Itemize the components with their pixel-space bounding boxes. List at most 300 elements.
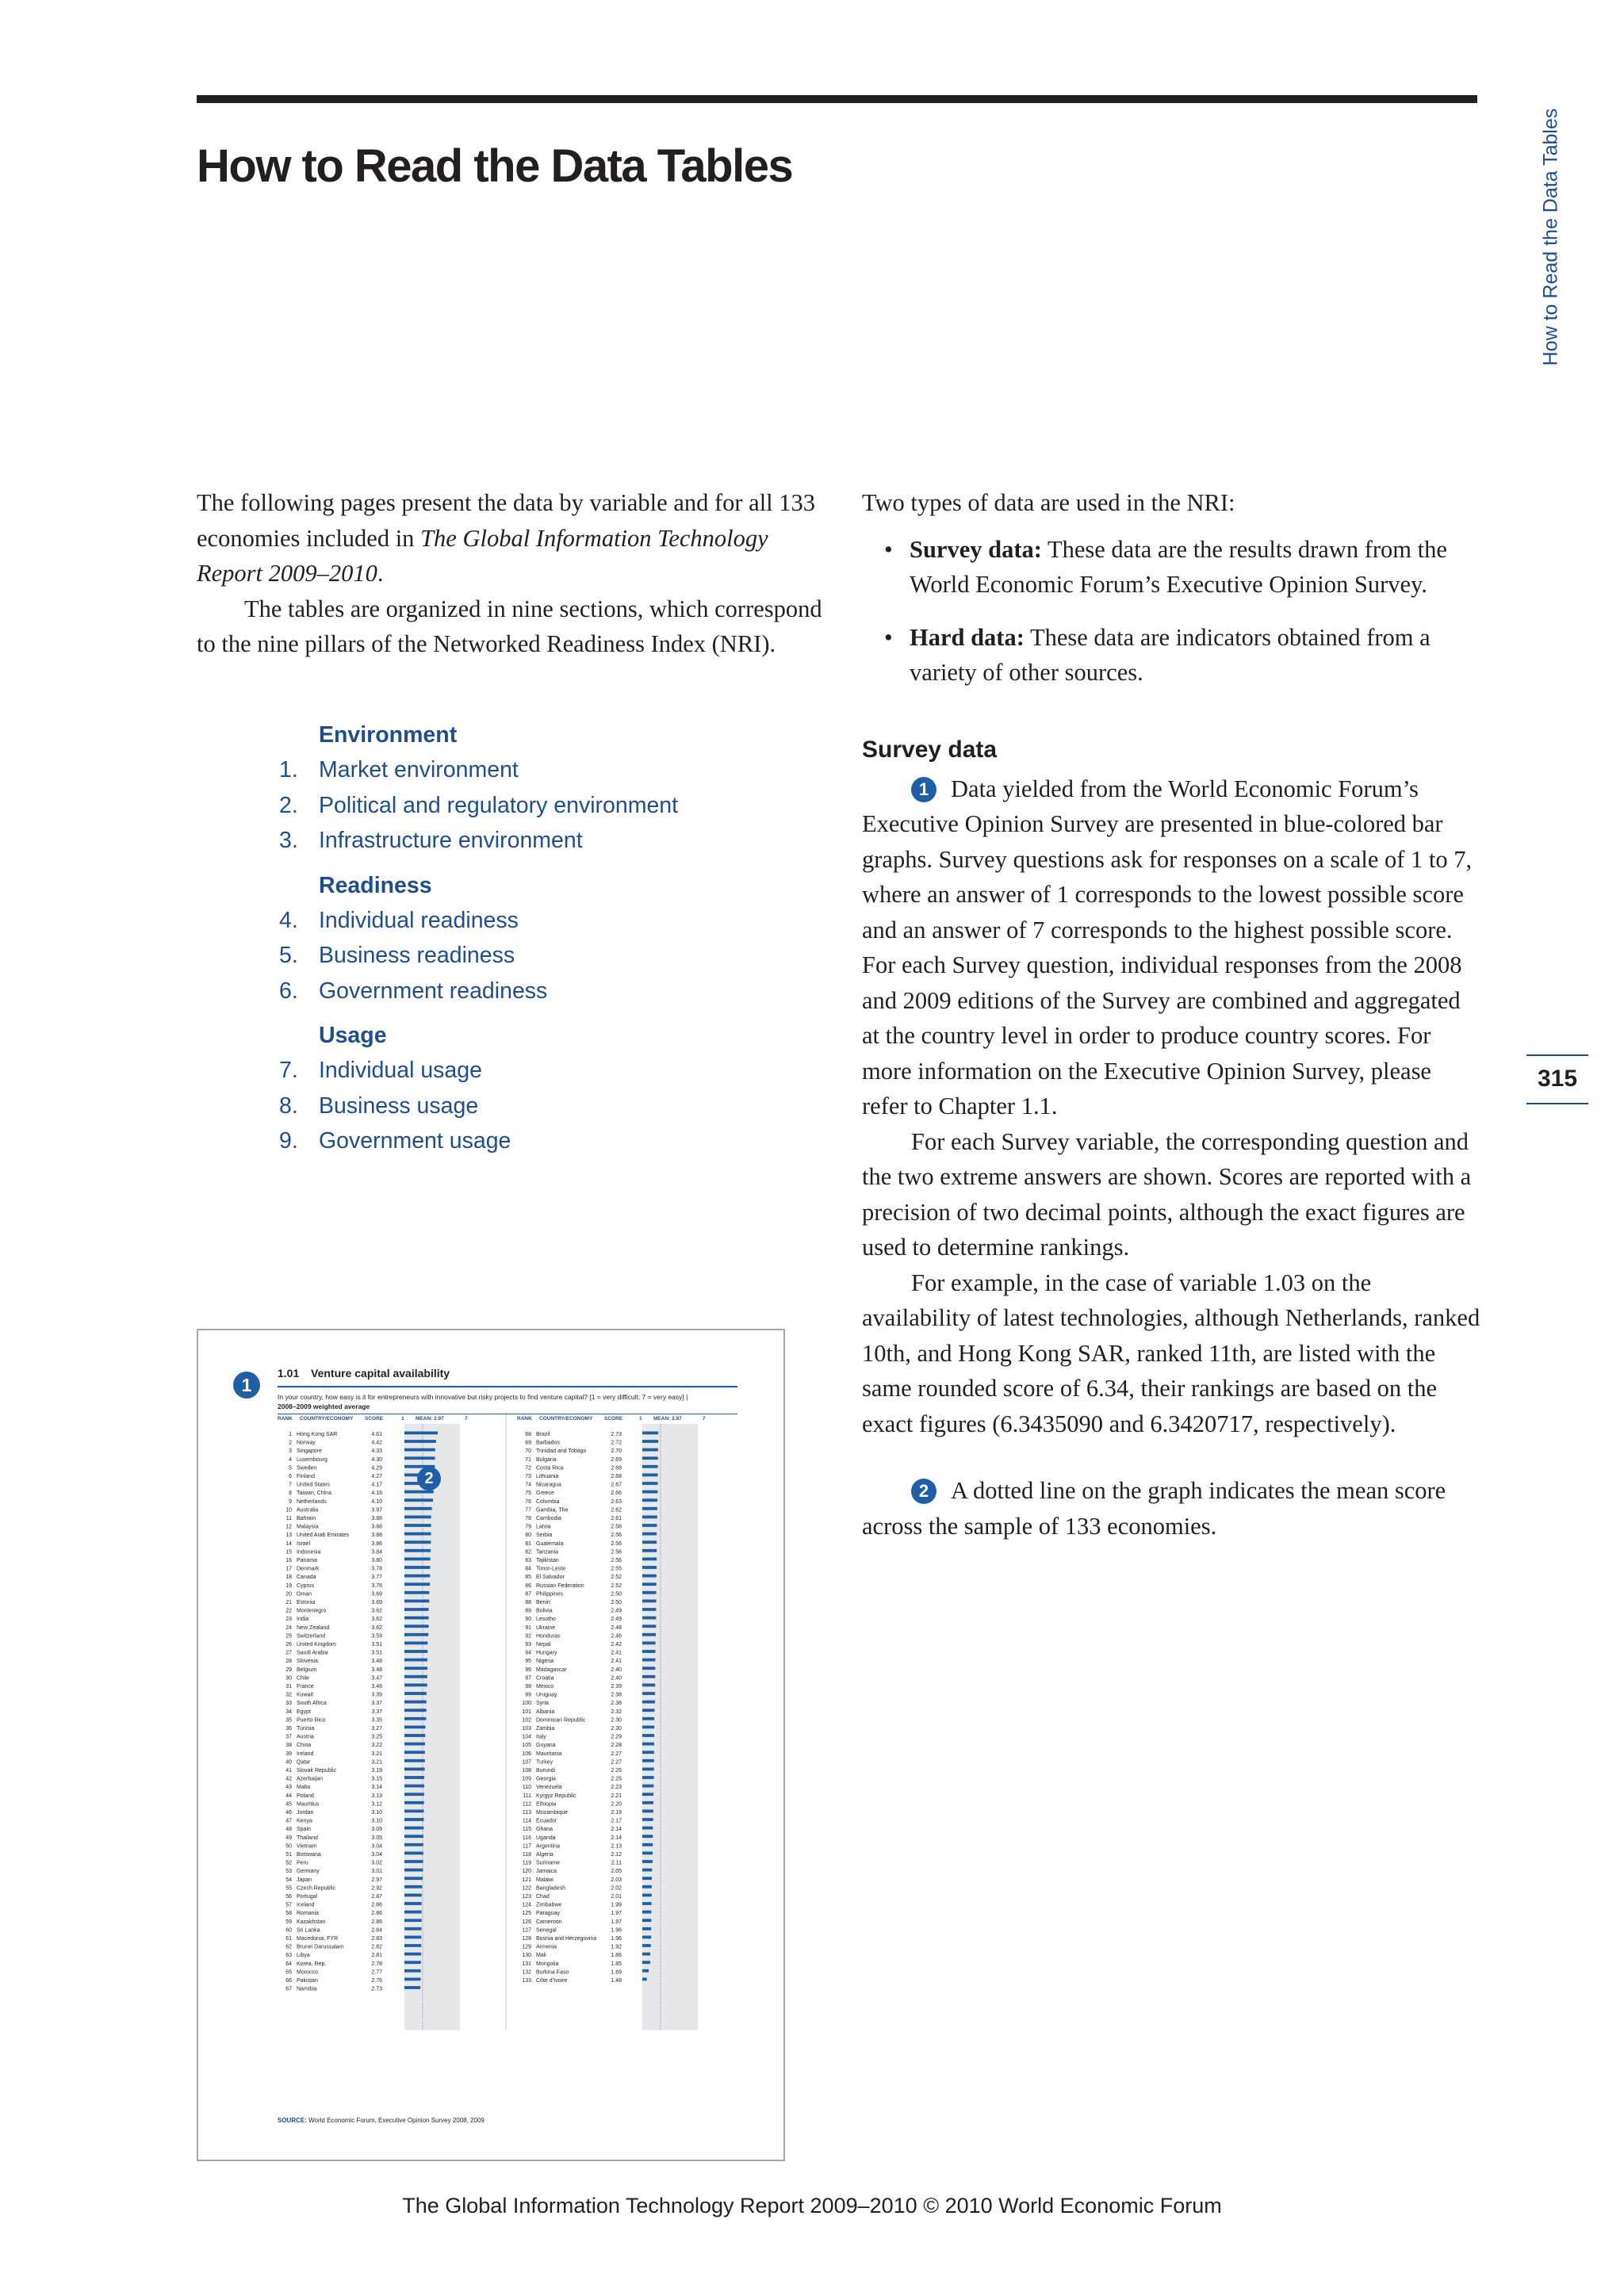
row-country: Burkina Faso bbox=[536, 1969, 569, 1976]
row-country: United Kingdom bbox=[297, 1642, 336, 1647]
row-rank: 53 bbox=[285, 1869, 292, 1875]
row-country: Slovenia bbox=[297, 1659, 318, 1665]
row-rank: 41 bbox=[285, 1768, 292, 1774]
score-bar bbox=[642, 1566, 657, 1569]
score-bar bbox=[642, 1582, 657, 1586]
mean-line-text: A dotted line on the graph indicates the mean score across the sample of 133 economies. bbox=[862, 1477, 1446, 1540]
score-bar bbox=[404, 1827, 423, 1830]
row-rank: 112 bbox=[522, 1801, 531, 1808]
row-country: Macedonia, FYR bbox=[297, 1936, 339, 1942]
row-score: 2.39 bbox=[611, 1684, 622, 1689]
row-country: New Zealand bbox=[297, 1624, 330, 1631]
row-score: 1.92 bbox=[611, 1944, 622, 1950]
row-score: 3.15 bbox=[371, 1776, 382, 1782]
row-score: 3.76 bbox=[371, 1582, 382, 1589]
row-score: 2.50 bbox=[611, 1591, 622, 1598]
row-country: Ireland bbox=[297, 1751, 314, 1757]
row-rank: 36 bbox=[285, 1726, 292, 1732]
row-score: 2.05 bbox=[611, 1869, 622, 1875]
row-country: Uruguay bbox=[536, 1692, 557, 1698]
data-types-lead: Two types of data are used in the NRI: bbox=[862, 489, 1235, 516]
row-score: 2.26 bbox=[611, 1768, 622, 1774]
row-rank: 118 bbox=[522, 1852, 531, 1858]
row-score: 3.69 bbox=[371, 1600, 382, 1605]
row-score: 2.27 bbox=[611, 1751, 622, 1757]
row-country: Dominican Republic bbox=[536, 1717, 586, 1724]
row-score: 2.02 bbox=[611, 1885, 622, 1892]
figure-title-rule bbox=[278, 1386, 737, 1387]
score-bar bbox=[642, 1969, 649, 1973]
axis-min-label: 1 bbox=[401, 1416, 404, 1422]
row-rank: 64 bbox=[285, 1961, 292, 1967]
row-score: 2.30 bbox=[611, 1726, 622, 1732]
row-score: 2.70 bbox=[611, 1448, 622, 1455]
score-bar bbox=[642, 1650, 655, 1653]
row-rank: 20 bbox=[285, 1591, 292, 1598]
row-country: Côte d’Ivoire bbox=[536, 1978, 568, 1984]
row-score: 2.41 bbox=[611, 1659, 622, 1665]
row-score: 2.81 bbox=[371, 1953, 382, 1959]
score-bar bbox=[404, 1768, 425, 1771]
score-bar bbox=[642, 1684, 655, 1687]
score-bar bbox=[404, 1498, 433, 1502]
row-country: Chile bbox=[297, 1675, 309, 1682]
pillar-item bbox=[279, 938, 787, 974]
bullet-dot: • bbox=[884, 535, 893, 563]
score-bar bbox=[404, 1624, 429, 1628]
pillar-label: Government usage bbox=[319, 1128, 511, 1154]
score-bar bbox=[642, 1575, 657, 1578]
row-score: 2.30 bbox=[611, 1717, 622, 1724]
sample-table-figure bbox=[197, 1329, 785, 2161]
row-country: Estonia bbox=[297, 1600, 316, 1605]
score-bar bbox=[404, 1549, 431, 1552]
row-score: 3.01 bbox=[371, 1869, 382, 1875]
row-score: 3.80 bbox=[371, 1558, 382, 1563]
row-country: El Salvador bbox=[536, 1575, 565, 1581]
row-score: 3.84 bbox=[371, 1549, 382, 1556]
score-bar bbox=[642, 1456, 658, 1460]
score-bar bbox=[642, 1624, 656, 1628]
row-country: Croatia bbox=[536, 1675, 554, 1682]
row-rank: 132 bbox=[522, 1969, 531, 1976]
score-bar bbox=[404, 1709, 427, 1712]
row-country: Israel bbox=[297, 1540, 311, 1547]
row-rank: 89 bbox=[525, 1608, 531, 1614]
score-bar bbox=[404, 1810, 424, 1813]
row-country: Senegal bbox=[536, 1927, 557, 1934]
row-country: Egypt bbox=[297, 1709, 311, 1715]
row-rank: 71 bbox=[525, 1456, 531, 1463]
row-score: 3.62 bbox=[371, 1624, 382, 1631]
row-rank: 23 bbox=[285, 1617, 292, 1623]
score-bar bbox=[404, 1759, 425, 1762]
row-rank: 35 bbox=[285, 1717, 292, 1724]
score-bar bbox=[404, 1860, 423, 1863]
row-score: 2.38 bbox=[611, 1701, 622, 1707]
row-score: 2.49 bbox=[611, 1617, 622, 1623]
row-country: Bangladesh bbox=[536, 1885, 565, 1892]
row-score: 2.12 bbox=[611, 1852, 622, 1858]
pillar-item bbox=[279, 1053, 787, 1089]
row-rank: 105 bbox=[522, 1743, 531, 1749]
row-country: Slovak Republic bbox=[297, 1768, 337, 1774]
score-bar bbox=[404, 1490, 434, 1494]
row-score: 3.48 bbox=[371, 1659, 382, 1665]
row-country: Honduras bbox=[536, 1633, 561, 1640]
axis-max-label: 7 bbox=[703, 1416, 706, 1422]
row-country: Turkey bbox=[536, 1759, 553, 1766]
row-rank: 79 bbox=[525, 1524, 531, 1530]
score-bar bbox=[404, 1675, 427, 1678]
survey-data-heading: Survey data bbox=[862, 736, 998, 763]
row-score: 4.10 bbox=[371, 1498, 382, 1505]
row-score: 2.84 bbox=[371, 1927, 382, 1934]
row-score: 3.12 bbox=[371, 1801, 382, 1808]
row-score: 2.46 bbox=[611, 1633, 622, 1640]
row-rank: 26 bbox=[285, 1642, 292, 1647]
row-country: Tajikistan bbox=[536, 1558, 559, 1563]
survey-paragraph-2: For each Survey variable, the corresponding question and the two extreme answers are shown. Scores are reported with a precision of two decimal points, although the exact figures are used to determine rankings. bbox=[862, 1127, 1472, 1261]
row-rank: 63 bbox=[285, 1953, 292, 1959]
row-rank: 96 bbox=[525, 1667, 531, 1673]
row-rank: 17 bbox=[285, 1566, 292, 1572]
row-rank: 75 bbox=[525, 1490, 531, 1497]
intro-text-a: The following pages present the data by variable and for all 133 economies included in bbox=[197, 489, 816, 552]
score-bar bbox=[642, 1474, 658, 1477]
pillar-label: Business usage bbox=[319, 1093, 479, 1119]
row-rank: 54 bbox=[285, 1877, 292, 1883]
score-bar bbox=[642, 1793, 653, 1796]
row-country: Benin bbox=[536, 1600, 550, 1605]
row-rank: 65 bbox=[285, 1969, 292, 1976]
row-rank: 39 bbox=[285, 1751, 292, 1757]
row-rank: 109 bbox=[522, 1776, 531, 1782]
row-score: 2.17 bbox=[611, 1818, 622, 1824]
score-bar bbox=[642, 1818, 653, 1821]
row-rank: 116 bbox=[522, 1835, 531, 1841]
row-score: 1.99 bbox=[611, 1902, 622, 1908]
row-country: Hong Kong SAR bbox=[297, 1432, 338, 1437]
row-country: Malta bbox=[297, 1785, 311, 1791]
pillar-label: Infrastructure environment bbox=[319, 828, 583, 853]
row-rank: 55 bbox=[285, 1885, 292, 1892]
score-bar bbox=[404, 1936, 421, 1939]
score-bar bbox=[404, 1953, 421, 1956]
score-bar bbox=[404, 1911, 422, 1914]
row-country: Australia bbox=[297, 1507, 319, 1513]
row-rank: 58 bbox=[285, 1911, 292, 1917]
row-rank: 129 bbox=[522, 1944, 531, 1950]
row-country: Albania bbox=[536, 1709, 555, 1715]
row-country: Bolivia bbox=[536, 1608, 553, 1614]
score-bar bbox=[642, 1734, 654, 1737]
row-rank: 123 bbox=[522, 1894, 531, 1900]
row-country: Bahrain bbox=[297, 1516, 316, 1521]
row-score: 3.37 bbox=[371, 1701, 382, 1707]
row-rank: 113 bbox=[522, 1810, 531, 1816]
row-score: 1.97 bbox=[611, 1911, 622, 1917]
row-score: 2.14 bbox=[611, 1835, 622, 1841]
row-country: Venezuela bbox=[536, 1785, 562, 1791]
score-bar bbox=[642, 1751, 654, 1754]
row-score: 3.39 bbox=[371, 1692, 382, 1698]
row-country: Tanzania bbox=[536, 1549, 559, 1556]
row-country: Panama bbox=[297, 1558, 318, 1563]
score-bar bbox=[642, 1498, 657, 1502]
running-header-text: How to Read the Data Tables bbox=[1539, 108, 1562, 366]
row-country: Algeria bbox=[536, 1852, 553, 1858]
bullet-term: Hard data: bbox=[910, 623, 1025, 651]
row-country: Korea, Rep. bbox=[297, 1961, 327, 1967]
row-score: 3.77 bbox=[371, 1575, 382, 1581]
row-country: Iceland bbox=[297, 1902, 315, 1908]
score-bar bbox=[404, 1456, 435, 1460]
intro-text-b: . bbox=[377, 560, 384, 587]
row-country: Lesotho bbox=[536, 1617, 556, 1623]
row-score: 3.10 bbox=[371, 1818, 382, 1824]
row-rank: 100 bbox=[522, 1701, 531, 1707]
row-rank: 114 bbox=[522, 1818, 531, 1824]
row-score: 3.51 bbox=[371, 1642, 382, 1647]
row-rank: 80 bbox=[525, 1533, 531, 1539]
score-bar bbox=[642, 1558, 657, 1561]
score-bar bbox=[404, 1969, 421, 1973]
row-rank: 115 bbox=[522, 1827, 531, 1833]
score-bar bbox=[642, 1827, 653, 1830]
row-rank: 122 bbox=[522, 1885, 531, 1892]
row-country: Namibia bbox=[297, 1986, 317, 1992]
row-score: 3.04 bbox=[371, 1843, 382, 1850]
survey-paragraph-3: For example, in the case of variable 1.03 on the availability of latest technologies, although Netherlands, ranked 10th, and Hong Kong SAR, ranked 11th, are listed with the same rounded score of 6.34, their rankings are based on the exact figures (6.3435090 and 6.3420717, respectively). bbox=[862, 1269, 1480, 1437]
row-rank: 61 bbox=[285, 1936, 292, 1942]
score-bar bbox=[642, 1600, 657, 1603]
row-score: 2.55 bbox=[611, 1566, 622, 1572]
score-bar bbox=[404, 1566, 430, 1569]
row-score: 2.48 bbox=[611, 1624, 622, 1631]
row-country: Netherlands bbox=[297, 1498, 327, 1505]
score-bar bbox=[642, 1465, 658, 1468]
column-header-rank: RANK bbox=[278, 1416, 293, 1422]
score-bar bbox=[642, 1978, 647, 1981]
row-country: Jordan bbox=[297, 1810, 314, 1816]
score-bar bbox=[642, 1911, 651, 1914]
row-score: 1.85 bbox=[611, 1961, 622, 1967]
row-country: Jamaica bbox=[536, 1869, 557, 1875]
pillar-label: Government readiness bbox=[319, 978, 548, 1004]
row-country: Cyprus bbox=[297, 1582, 315, 1589]
bullet-dot: • bbox=[884, 623, 893, 651]
row-country: Finland bbox=[297, 1474, 315, 1479]
row-score: 3.47 bbox=[371, 1675, 382, 1682]
row-rank: 14 bbox=[285, 1540, 292, 1547]
score-bar bbox=[404, 1558, 431, 1561]
score-bar bbox=[642, 1726, 654, 1729]
row-rank: 74 bbox=[525, 1482, 531, 1488]
score-bar bbox=[404, 1978, 421, 1981]
row-score: 2.27 bbox=[611, 1759, 622, 1766]
score-bar bbox=[404, 1726, 425, 1729]
row-score: 3.62 bbox=[371, 1617, 382, 1623]
score-bar bbox=[404, 1533, 431, 1536]
score-bar bbox=[404, 1877, 423, 1880]
row-score: 4.33 bbox=[371, 1448, 382, 1455]
row-country: Costa Rica bbox=[536, 1465, 564, 1471]
row-country: Timor-Leste bbox=[536, 1566, 566, 1572]
row-score: 2.38 bbox=[611, 1692, 622, 1698]
row-score: 2.63 bbox=[611, 1498, 622, 1505]
score-bar bbox=[404, 1919, 422, 1922]
row-score: 3.51 bbox=[371, 1650, 382, 1656]
row-country: Mozambique bbox=[536, 1810, 569, 1816]
score-bar bbox=[642, 1448, 658, 1452]
row-country: Guatemala bbox=[536, 1540, 564, 1547]
row-country: Latvia bbox=[536, 1524, 551, 1530]
row-country: Ukraine bbox=[536, 1624, 556, 1631]
row-rank: 81 bbox=[525, 1540, 531, 1547]
score-bar bbox=[404, 1617, 429, 1620]
row-score: 2.23 bbox=[611, 1785, 622, 1791]
pillar-label: Political and regulatory environment bbox=[319, 792, 679, 818]
row-score: 2.66 bbox=[611, 1490, 622, 1497]
bullet-text: These data are the results drawn from the World Economic Forum’s Executive Opinion Survey. bbox=[910, 535, 1447, 598]
score-bar bbox=[404, 1776, 424, 1779]
score-bar bbox=[642, 1482, 657, 1485]
row-rank: 37 bbox=[285, 1734, 292, 1740]
score-bar bbox=[642, 1927, 651, 1931]
row-rank: 107 bbox=[522, 1759, 531, 1766]
row-country: Tunisia bbox=[297, 1726, 315, 1732]
pillar-group-title: Usage bbox=[319, 1023, 387, 1048]
row-rank: 106 bbox=[522, 1751, 531, 1757]
score-bar bbox=[642, 1759, 654, 1762]
row-score: 2.78 bbox=[371, 1961, 382, 1967]
score-bar bbox=[642, 1919, 651, 1922]
score-bar bbox=[642, 1743, 654, 1746]
row-rank: 87 bbox=[525, 1591, 531, 1598]
row-score: 2.19 bbox=[611, 1810, 622, 1816]
pillar-number: 9. bbox=[279, 1128, 298, 1154]
row-country: Switzerland bbox=[297, 1633, 326, 1640]
pillar-label: Individual usage bbox=[319, 1058, 482, 1083]
row-score: 2.52 bbox=[611, 1582, 622, 1589]
row-rank: 22 bbox=[285, 1608, 292, 1614]
row-country: Cameroon bbox=[536, 1919, 562, 1925]
row-score: 3.09 bbox=[371, 1827, 382, 1833]
row-rank: 56 bbox=[285, 1894, 292, 1900]
axis-min-label: 1 bbox=[639, 1416, 642, 1422]
score-bar bbox=[642, 1885, 652, 1888]
row-score: 4.30 bbox=[371, 1456, 382, 1463]
column-header-country: COUNTRY/ECONOMY bbox=[539, 1416, 593, 1422]
score-bar bbox=[404, 1894, 422, 1897]
score-bar bbox=[642, 1516, 657, 1519]
row-country: Brazil bbox=[536, 1432, 550, 1437]
score-bar bbox=[404, 1843, 423, 1846]
row-country: United States bbox=[297, 1482, 331, 1488]
row-score: 4.61 bbox=[371, 1432, 382, 1437]
score-bar bbox=[404, 1818, 424, 1821]
row-country: Mexico bbox=[536, 1684, 554, 1689]
figure-source bbox=[278, 2117, 485, 2124]
row-country: Bosnia and Herzegovina bbox=[536, 1936, 597, 1942]
row-country: Zimbabwe bbox=[536, 1902, 562, 1908]
running-header bbox=[1534, 98, 1568, 376]
row-score: 2.73 bbox=[611, 1432, 622, 1437]
row-rank: 38 bbox=[285, 1743, 292, 1749]
score-bar bbox=[642, 1717, 654, 1720]
row-country: Sweden bbox=[297, 1465, 317, 1471]
data-types-list bbox=[862, 532, 1480, 691]
row-rank: 8 bbox=[289, 1490, 292, 1497]
survey-paragraph-1 bbox=[862, 771, 1480, 1124]
row-country: Kenya bbox=[297, 1818, 312, 1824]
row-score: 3.25 bbox=[371, 1734, 382, 1740]
row-rank: 13 bbox=[285, 1533, 292, 1539]
score-bar bbox=[642, 1591, 657, 1594]
score-bar bbox=[642, 1633, 656, 1636]
row-country: United Arab Emirates bbox=[297, 1533, 350, 1539]
row-rank: 2 bbox=[289, 1440, 292, 1446]
score-bar bbox=[404, 1591, 429, 1594]
page-number: 315 bbox=[1526, 1054, 1588, 1104]
row-rank: 125 bbox=[522, 1911, 531, 1917]
row-rank: 78 bbox=[525, 1516, 531, 1521]
score-bar bbox=[404, 1944, 421, 1947]
score-bar bbox=[642, 1490, 657, 1494]
score-bar bbox=[642, 1701, 655, 1704]
score-bar bbox=[404, 1801, 424, 1804]
bullet-term: Survey data: bbox=[910, 535, 1042, 563]
row-rank: 45 bbox=[285, 1801, 292, 1808]
row-rank: 18 bbox=[285, 1575, 292, 1581]
score-bar bbox=[642, 1860, 653, 1863]
score-bar bbox=[404, 1600, 429, 1603]
row-country: Lithuania bbox=[536, 1474, 559, 1479]
row-rank: 25 bbox=[285, 1633, 292, 1640]
row-score: 2.29 bbox=[611, 1734, 622, 1740]
score-bar bbox=[642, 1785, 653, 1788]
row-rank: 127 bbox=[522, 1927, 531, 1934]
score-bar bbox=[642, 1877, 652, 1880]
row-score: 2.86 bbox=[371, 1911, 382, 1917]
row-country: China bbox=[297, 1743, 312, 1749]
row-score: 3.35 bbox=[371, 1717, 382, 1724]
row-rank: 9 bbox=[289, 1498, 292, 1505]
row-country: Gambia, The bbox=[536, 1507, 569, 1513]
row-country: Argentina bbox=[536, 1843, 560, 1850]
row-score: 2.11 bbox=[611, 1860, 622, 1866]
row-score: 2.56 bbox=[611, 1540, 622, 1547]
score-bar bbox=[404, 1743, 425, 1746]
score-bar bbox=[642, 1608, 656, 1611]
score-bar bbox=[404, 1793, 424, 1796]
top-rule bbox=[197, 95, 1477, 103]
row-rank: 99 bbox=[525, 1692, 531, 1698]
row-rank: 11 bbox=[285, 1516, 292, 1521]
row-rank: 76 bbox=[525, 1498, 531, 1505]
pillar-number: 8. bbox=[279, 1093, 298, 1119]
row-rank: 12 bbox=[285, 1524, 292, 1530]
row-score: 2.40 bbox=[611, 1667, 622, 1673]
row-country: Zambia bbox=[536, 1726, 555, 1732]
row-country: Guyana bbox=[536, 1743, 556, 1749]
row-score: 3.97 bbox=[371, 1507, 382, 1513]
row-score: 3.37 bbox=[371, 1709, 382, 1715]
row-rank: 88 bbox=[525, 1600, 531, 1605]
row-score: 3.05 bbox=[371, 1835, 382, 1841]
row-rank: 93 bbox=[525, 1642, 531, 1647]
